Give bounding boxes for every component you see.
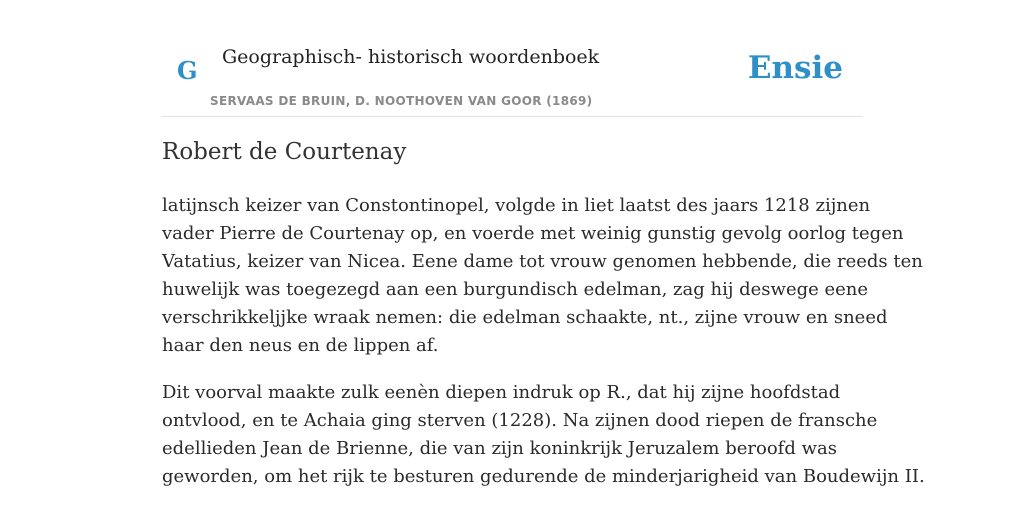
paragraph-line: geworden, om het rijk te besturen gedurende de minderjarigheid van Boudewijn II. (162, 466, 925, 487)
paragraph-line: ontvlood, en te Achaia ging sterven (1228). Na zijnen dood riepen de fransche (162, 410, 878, 431)
paragraph-line: haar den neus en de lippen af. (162, 335, 439, 356)
entry-body (162, 192, 925, 510)
paragraph-line: Vatatius, keizer van Nicea. Eene dame tot vrouw genomen hebbende, die reeds ten (162, 251, 923, 272)
ensie-logo[interactable]: Ensie (747, 50, 843, 86)
paragraph-line: edellieden Jean de Brienne, die van zijn koninkrijk Jeruzalem beroofd was (162, 438, 837, 459)
paragraph-line: Dit voorval maakte zulk eenèn diepen indruk op R., dat hij zijne hoofdstad (162, 382, 841, 403)
entry-title: Robert de Courtenay (162, 139, 407, 165)
book-letter-logo[interactable]: G (177, 56, 198, 85)
entry-paragraph (162, 379, 925, 491)
paragraph-line: huwelijk was toegezegd aan een burgundisch edelman, zag hij deswege eene (162, 279, 869, 300)
book-header (162, 0, 862, 117)
book-title-link[interactable]: Geographisch- historisch woordenboek (222, 46, 600, 68)
book-authors: SERVAAS DE BRUIN, D. NOOTHOVEN VAN GOOR (1869) (210, 94, 593, 108)
paragraph-line: vader Pierre de Courtenay op, en voerde met weinig gunstig gevolg oorlog tegen (162, 223, 904, 244)
paragraph-line: verschrikkeljjke wraak nemen: die edelman schaakte, nt., zijne vrouw en sneed (162, 307, 888, 328)
paragraph-line: latijnsch keizer van Constontinopel, volgde in liet laatst des jaars 1218 zijnen (162, 195, 871, 216)
entry-paragraph (162, 192, 923, 360)
